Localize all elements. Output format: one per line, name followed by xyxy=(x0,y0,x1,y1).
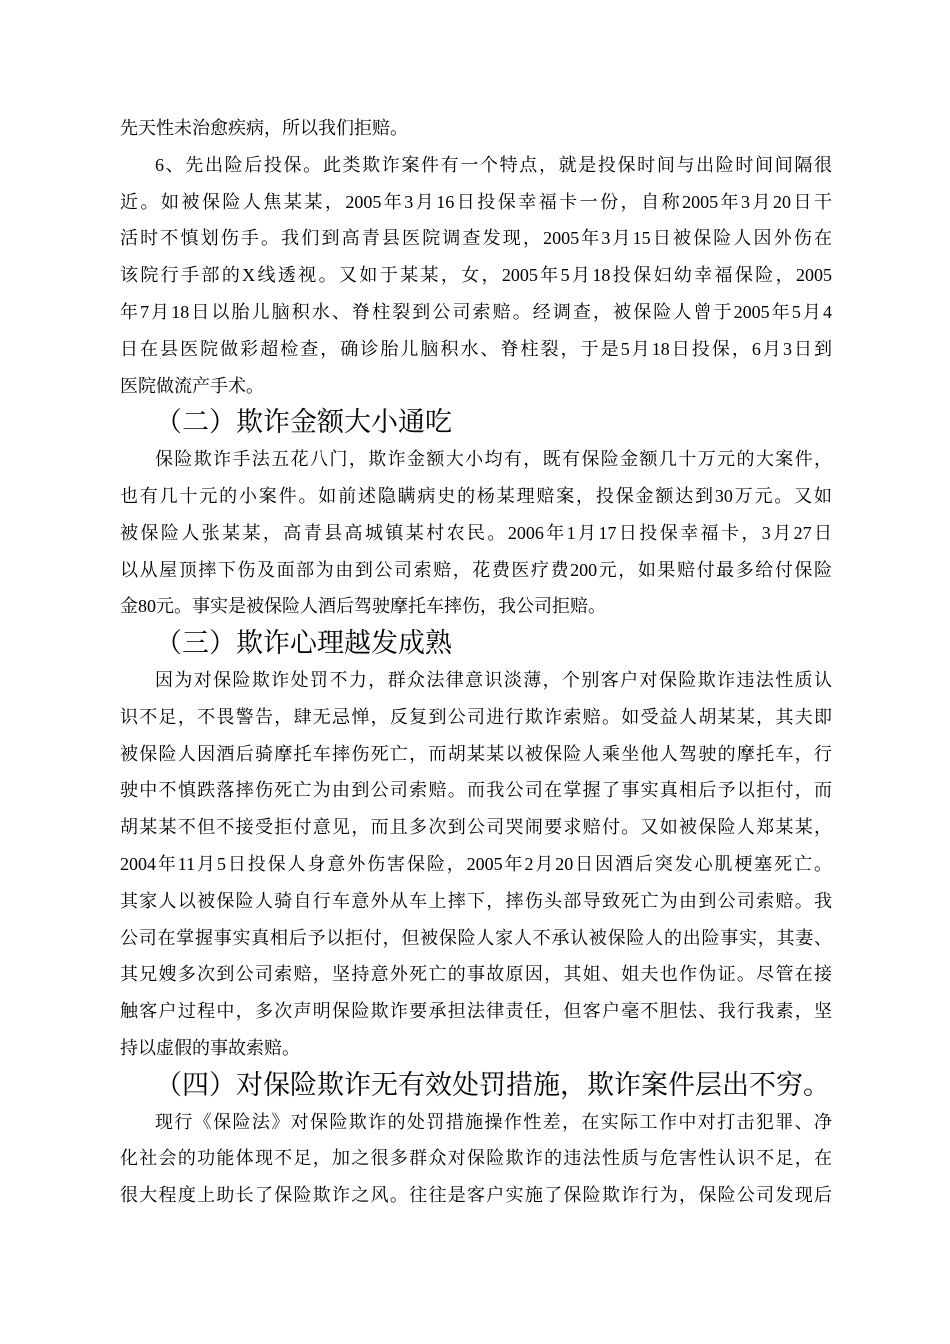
text-line: 持以虚假的事故索赔。 xyxy=(120,1037,300,1058)
text-line: 年7月18日以胎儿脑积水、脊柱裂到公司索赔。经调查，被保险人曾于2005年5月4 xyxy=(120,301,832,322)
text-line: 因为对保险欺诈处罚不力，群众法律意识淡薄，个别客户对保险欺诈违法性质认 xyxy=(155,669,832,690)
text-line: 其兄嫂多次到公司索赔，坚持意外死亡的事故原因，其姐、姐夫也作伪证。尽管在接 xyxy=(120,964,832,985)
paragraph-continuation xyxy=(120,110,832,147)
text-line: 其家人以被保险人骑自行车意外从车上摔下，摔伤头部导致死亡为由到公司索赔。我 xyxy=(120,890,832,911)
text-line: 该院行手部的X线透视。又如于某某，女，2005年5月18投保妇幼幸福保险，2005 xyxy=(120,265,832,286)
text-line: 化社会的功能体现不足，加之很多群众对保险欺诈的违法性质与危害性认识不足，在 xyxy=(120,1148,832,1169)
document-page xyxy=(120,110,832,1214)
text-line: 触客户过程中，多次声明保险欺诈要承担法律责任，但客户毫不胆怯、我行我素，坚 xyxy=(120,1001,832,1022)
paragraph-fraud-psychology xyxy=(120,662,832,1067)
text-line: 日在县医院做彩超检查，确诊胎儿脑积水、脊柱裂，于是5月18日投保，6月3日到 xyxy=(120,338,832,359)
text-line: 公司在掌握事实真相后予以拒付，但被保险人家人不承认被保险人的出险事实，其妻、 xyxy=(120,927,832,948)
text-line: 现行《保险法》对保险欺诈的处罚措施操作性差，在实际工作中对打击犯罪、净 xyxy=(155,1111,832,1132)
text-line: 6、先出险后投保。此类欺诈案件有一个特点，就是投保时间与出险时间间隔很 xyxy=(155,154,832,175)
text-line: 驶中不慎跌落摔伤死亡为由到公司索赔。而我公司在掌握了事实真相后予以拒付，而 xyxy=(120,780,832,801)
section-heading-4: （四）对保险欺诈无有效处罚措施，欺诈案件层出不穷。 xyxy=(155,1069,830,1100)
text-line: 2004年11月5日投保人身意外伤害保险，2005年2月20日因酒后突发心肌梗塞死亡。 xyxy=(120,853,832,874)
text-line: 以从屋顶摔下伤及面部为由到公司索赔，花费医疗费200元，如果赔付最多给付保险 xyxy=(120,559,832,580)
text-line: 胡某某不但不接受拒付意见，而且多次到公司哭闹要求赔付。又如被保险人郑某某， xyxy=(120,817,832,838)
text-line: 被保险人因酒后骑摩托车摔伤死亡，而胡某某以被保险人乘坐他人驾驶的摩托车，行 xyxy=(120,743,832,764)
section-heading-2: （二）欺诈金额大小通吃 xyxy=(155,407,452,438)
text-line: 被保险人张某某，高青县高城镇某村农民。2006年1月17日投保幸福卡，3月27日 xyxy=(120,522,832,543)
text-line: 活时不慎划伤手。我们到高青县医院调查发现，2005年3月15日被保险人因外伤在 xyxy=(120,228,832,249)
text-line: 近。如被保险人焦某某，2005年3月16日投保幸福卡一份，自称2005年3月20日干 xyxy=(120,191,832,212)
text-line: 金80元。事实是被保险人酒后驾驶摩托车摔伤，我公司拒赔。 xyxy=(120,596,606,617)
paragraph-insurance-law xyxy=(120,1104,832,1214)
text-line: 医院做流产手术。 xyxy=(120,375,264,396)
text-line: 保险欺诈手法五花八门，欺诈金额大小均有，既有保险金额几十万元的大案件， xyxy=(155,449,832,470)
section-heading-3: （三）欺诈心理越发成熟 xyxy=(155,628,452,659)
text-line: 也有几十元的小案件。如前述隐瞒病史的杨某理赔案，投保金额达到30万元。又如 xyxy=(120,485,832,506)
text-line: 很大程度上助长了保险欺诈之风。往往是客户实施了保险欺诈行为，保险公司发现后 xyxy=(120,1185,832,1206)
text-line: 识不足，不畏警告，肆无忌惮，反复到公司进行欺诈索赔。如受益人胡某某，其夫即 xyxy=(120,706,832,727)
paragraph-fraud-amount xyxy=(120,441,832,625)
paragraph-item-6 xyxy=(120,147,832,405)
text-line: 先天性未治愈疾病，所以我们拒赔。 xyxy=(120,118,408,138)
